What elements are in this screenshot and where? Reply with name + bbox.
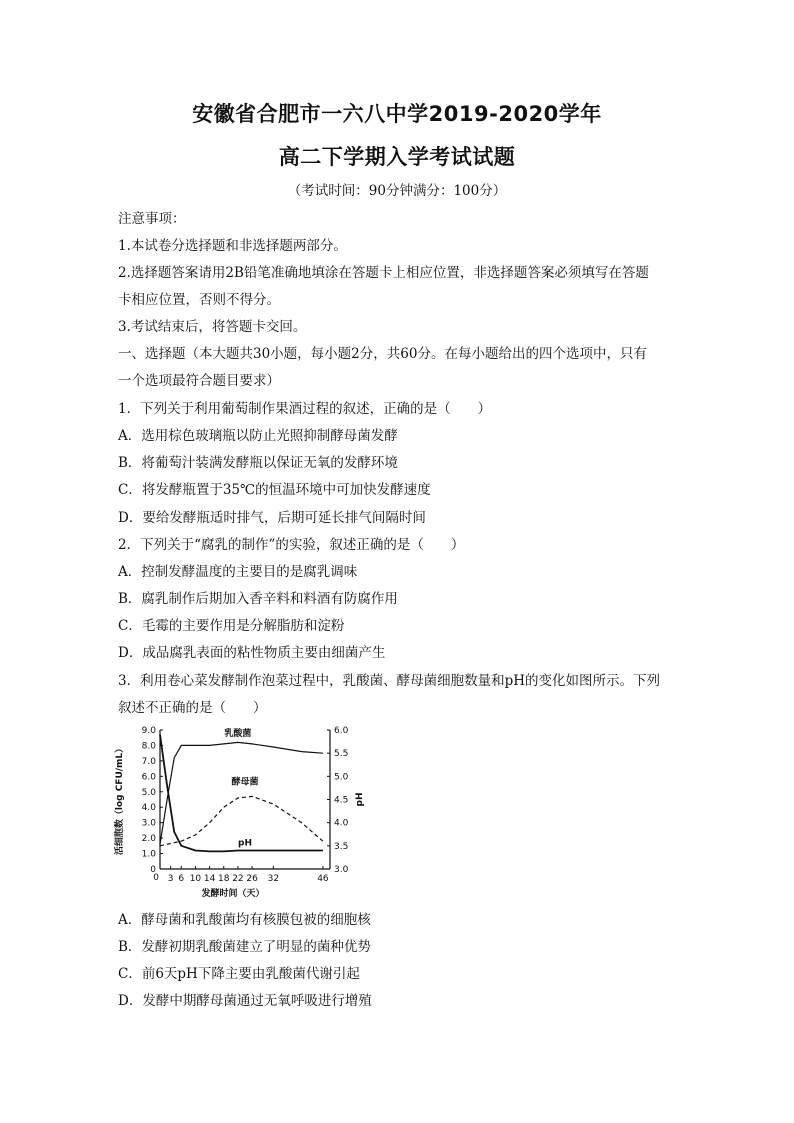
y-right-tick-label: 5.5 <box>334 749 349 760</box>
x-tick-label: 26 <box>246 874 258 884</box>
question-stem: 叙述不正确的是（ ） <box>118 700 267 716</box>
y-left-tick-label: 1.0 <box>141 849 156 860</box>
question-stem: 2．下列关于“腐乳的制作”的实验，叙述正确的是（ ） <box>118 537 465 553</box>
paper-title-line1: 安徽省合肥市一六八中学2019-2020学年 <box>192 102 602 126</box>
y-right-tick-label: 4.0 <box>334 818 349 829</box>
question-option: D．要给发酵瓶适时排气，后期可延长排气间隔时间 <box>118 510 426 526</box>
y-left-tick-label: 3.0 <box>141 818 156 829</box>
x-tick-label: 46 <box>317 874 329 884</box>
y-left-tick-label: 0 <box>150 865 156 875</box>
y-left-tick-label: 5.0 <box>141 787 156 798</box>
question-option: B．发酵初期乳酸菌建立了明显的菌种优势 <box>118 939 371 955</box>
question-option: B．将葡萄汁装满发酵瓶以保证无氧的发酵环境 <box>118 455 398 471</box>
question-option: C．毛霉的主要作用是分解脂肪和淀粉 <box>118 618 345 634</box>
x-axis-title: 发酵时间（天） <box>201 889 265 899</box>
y-left-tick-label: 8.0 <box>141 741 156 752</box>
y-right-tick-label: 6.0 <box>334 726 349 736</box>
notice-item: 卡相应位置，否则不得分。 <box>118 292 280 308</box>
x-tick-label: 32 <box>267 874 280 884</box>
question-option: A．选用棕色玻璃瓶以防止光照抑制酵母菌发酵 <box>118 428 398 444</box>
question-option: D．发酵中期酵母菌通过无氧呼吸进行增殖 <box>118 993 372 1009</box>
y-left-tick-label: 2.0 <box>141 834 156 845</box>
y-left-tick-label: 7.0 <box>141 756 156 767</box>
x-tick-label: 3 <box>167 874 174 884</box>
question-option: C．前6天pH下降主要由乳酸菌代谢引起 <box>118 966 360 982</box>
question-stem: 1．下列关于利用葡萄制作果酒过程的叙述，正确的是（ ） <box>118 401 492 417</box>
y-right-tick-label: 5.0 <box>334 772 349 783</box>
x-tick-label: 22 <box>232 874 244 884</box>
y-right-axis-title: pH <box>355 792 365 807</box>
series-label-酵母菌: 酵母菌 <box>231 777 259 788</box>
paper-title-line2: 高二下学期入学考试试题 <box>278 145 516 169</box>
question-option: A．酵母菌和乳酸菌均有核膜包被的细胞核 <box>118 912 371 928</box>
notice-heading: 注意事项： <box>118 211 186 227</box>
notice-item: 2.选择题答案请用2B铅笔准确地填涂在答题卡上相应位置，非选择题答案必须填写在答题 <box>118 265 649 281</box>
x-tick-label: 14 <box>203 874 216 884</box>
y-right-tick-label: 3.0 <box>334 865 349 875</box>
section-heading: 一个选项最符合题目要求） <box>118 373 280 389</box>
x-tick-label: 6 <box>178 874 185 884</box>
x-tick-label: 10 <box>189 874 202 884</box>
fermentation-chart <box>110 722 370 902</box>
question-option: B．腐乳制作后期加入香辛料和料酒有防腐作用 <box>118 591 398 607</box>
question-option: A．控制发酵温度的主要目的是腐乳调味 <box>118 564 358 580</box>
y-right-tick-label: 3.5 <box>334 841 349 852</box>
y-left-tick-label: 6.0 <box>141 772 156 783</box>
series-label-乳酸菌: 乳酸菌 <box>224 729 252 740</box>
x-tick-label: 18 <box>218 874 230 884</box>
x-origin-label: 0 <box>153 873 159 883</box>
question-stem: 3．利用卷心菜发酵制作泡菜过程中，乳酸菌、酵母菌细胞数量和pH的变化如图所示。下列 <box>118 673 661 689</box>
series-line-pH <box>160 735 323 852</box>
series-line-乳酸菌 <box>160 742 323 844</box>
notice-item: 1.本试卷分选择题和非选择题两部分。 <box>118 238 347 254</box>
y-left-tick-label: 9.0 <box>141 726 156 736</box>
question-option: D．成品腐乳表面的粘性物质主要由细菌产生 <box>118 645 386 661</box>
y-left-tick-label: 4.0 <box>141 803 156 814</box>
series-label-pH: pH <box>238 838 252 849</box>
y-right-tick-label: 4.5 <box>334 795 349 806</box>
notice-item: 3.考试结束后，将答题卡交回。 <box>118 319 307 335</box>
section-heading: 一、选择题（本大题共30小题，每小题2分，共60分。在每小题给出的四个选项中，只有 <box>118 346 647 362</box>
exam-info: （考试时间：90分钟满分：100分） <box>287 183 507 199</box>
question-option: C．将发酵瓶置于35℃的恒温环境中可加快发酵速度 <box>118 482 431 498</box>
y-left-axis-title: 活细胞数（log CFU/mL） <box>115 743 125 856</box>
